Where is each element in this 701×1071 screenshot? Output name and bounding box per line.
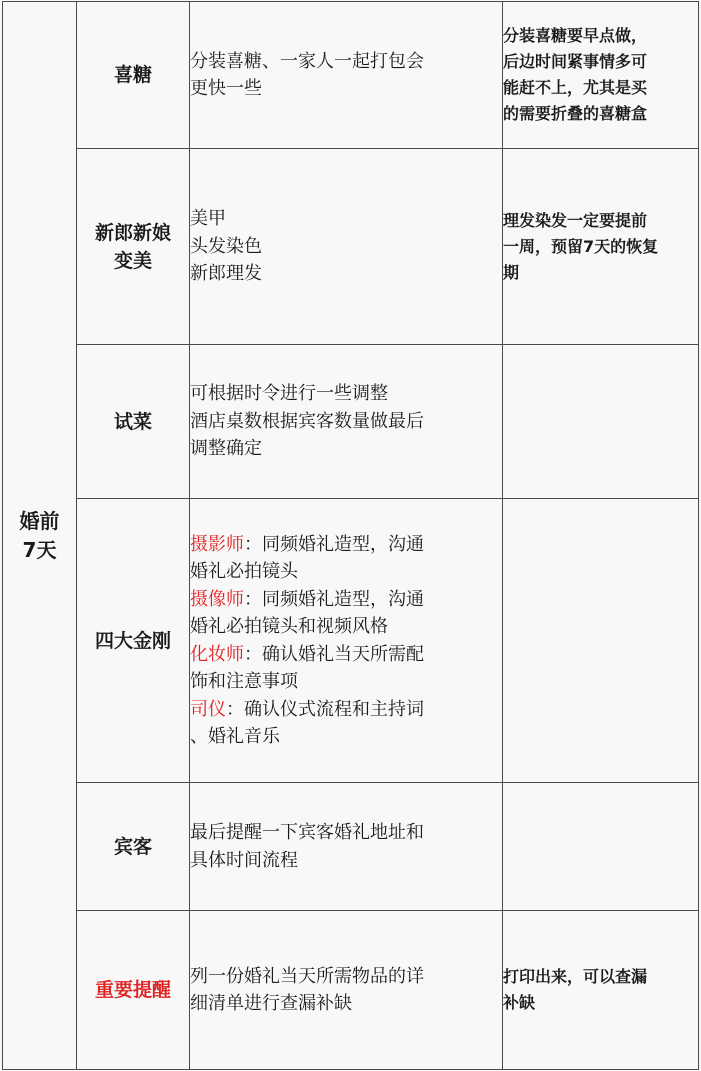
- role-videographer: 摄像师: [190, 588, 244, 610]
- vendor-line-host: [190, 696, 502, 724]
- role-photographer-text: ：同频婚礼造型，沟通: [244, 533, 424, 555]
- vendor-line-photographer: [190, 531, 502, 559]
- wedding-plan-table: [2, 1, 699, 1070]
- note-line: 补缺: [503, 993, 536, 1012]
- period-label-line1: 婚前: [19, 508, 60, 533]
- detail-line: 更快一些: [190, 78, 262, 99]
- table-row-vendors: [3, 499, 699, 783]
- note-cell-guests: [503, 783, 699, 911]
- vendor-line-videographer: [190, 586, 502, 614]
- note-cell-tasting: [503, 345, 699, 499]
- task-label-line2: 变美: [113, 249, 152, 272]
- detail-line: 头发染色: [190, 235, 262, 257]
- task-label: 重要提醒: [94, 979, 171, 1001]
- task-label: 试菜: [113, 410, 152, 433]
- detail-line: 分装喜糖、一家人一起打包会: [190, 50, 424, 72]
- detail-line: 饰和注意事项: [190, 671, 298, 692]
- note-cell-vendors: [503, 499, 699, 783]
- role-host-text: ：确认仪式流程和主持词: [226, 698, 424, 720]
- detail-cell-beauty: [190, 149, 503, 345]
- detail-line: 可根据时令进行一些调整: [190, 383, 388, 405]
- detail-line: 婚礼必拍镜头和视频风格: [190, 616, 388, 637]
- task-cell-guests: [77, 783, 190, 911]
- detail-line: 最后提醒一下宾客婚礼地址和: [190, 822, 424, 843]
- table-row-candy: [3, 2, 699, 149]
- task-cell-tasting: [77, 345, 190, 499]
- role-host: 司仪: [190, 698, 226, 720]
- note-line: 一周，预留7天的恢复: [503, 236, 659, 256]
- task-label: 四大金刚: [94, 629, 171, 652]
- detail-line: 美甲: [190, 208, 226, 230]
- task-label: 喜糖: [113, 64, 152, 86]
- role-photographer: 摄影师: [190, 533, 244, 555]
- detail-cell-reminder: [190, 911, 503, 1070]
- note-line: 分装喜糖要早点做，: [503, 26, 648, 45]
- role-makeup-artist-text: ：确认婚礼当天所需配: [244, 643, 424, 665]
- table-row-tasting: [3, 345, 699, 499]
- note-cell-reminder: [503, 911, 699, 1070]
- note-line: 打印出来，可以查漏: [503, 967, 648, 986]
- task-label-line1: 新郎新娘: [94, 221, 171, 244]
- detail-line: 新郎理发: [190, 263, 262, 285]
- detail-line: 列一份婚礼当天所需物品的详: [190, 965, 424, 987]
- period-cell: [3, 2, 77, 1070]
- role-makeup-artist: 化妆师: [190, 643, 244, 665]
- note-line: 的需要折叠的喜糖盒: [503, 104, 648, 123]
- detail-cell-candy: [190, 2, 503, 149]
- role-videographer-text: ：同频婚礼造型，沟通: [244, 588, 424, 610]
- task-label: 宾客: [113, 835, 152, 858]
- detail-cell-guests: [190, 783, 503, 911]
- period-label-line2: 7天: [22, 537, 57, 562]
- detail-line: 调整确定: [190, 438, 262, 460]
- detail-line: 酒店桌数根据宾客数量做最后: [190, 410, 424, 432]
- note-cell-beauty: [503, 149, 699, 345]
- note-cell-candy: [503, 2, 699, 149]
- note-line: 期: [503, 262, 520, 282]
- detail-line: 具体时间流程: [190, 849, 298, 871]
- note-line: 理发染发一定要提前: [503, 210, 648, 230]
- table-row-reminder: [3, 911, 699, 1070]
- note-line: 能赶不上，尤其是买: [503, 78, 648, 97]
- detail-cell-tasting: [190, 345, 503, 499]
- note-line: 后边时间紧事情多可: [503, 52, 648, 71]
- table-row-guests: [3, 783, 699, 911]
- task-cell-vendors: [77, 499, 190, 783]
- detail-line: 、婚礼音乐: [190, 726, 280, 747]
- task-cell-beauty: [77, 149, 190, 345]
- detail-cell-vendors: [190, 499, 503, 783]
- task-cell-candy: [77, 2, 190, 149]
- task-cell-reminder: [77, 911, 190, 1070]
- detail-line: 细清单进行查漏补缺: [190, 993, 352, 1014]
- detail-line: 婚礼必拍镜头: [190, 561, 298, 582]
- table-row-beauty: [3, 149, 699, 345]
- vendor-line-makeup-artist: [190, 641, 502, 669]
